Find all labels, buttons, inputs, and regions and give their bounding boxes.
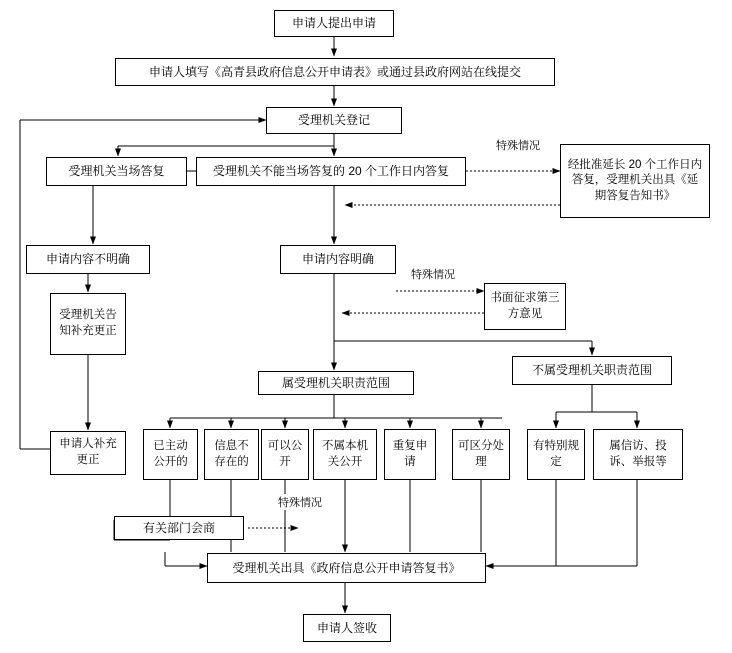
edge-label-special-case-extension: 特殊情况 bbox=[487, 137, 549, 153]
node-issue-reply-document: 受理机关出具《政府信息公开申请答复书》 bbox=[207, 553, 486, 583]
node-20-workdays-reply: 受理机关不能当场答复的 20 个工作日内答复 bbox=[196, 157, 466, 186]
edge-label-special-case-third-party: 特殊情况 bbox=[402, 266, 464, 282]
node-outside-scope: 不属受理机关职责范围 bbox=[512, 356, 672, 385]
node-already-public: 已主动公开的 bbox=[143, 429, 198, 480]
node-third-party-opinion: 书面征求第三方意见 bbox=[484, 283, 566, 330]
node-repeat-request: 重复申请 bbox=[384, 429, 436, 480]
node-notify-supplement: 受理机关告知补充更正 bbox=[50, 293, 126, 355]
node-registration: 受理机关登记 bbox=[266, 107, 402, 134]
node-other-agency: 不属本机关公开 bbox=[313, 429, 377, 480]
node-within-scope: 属受理机关职责范围 bbox=[258, 371, 414, 395]
edge-label-special-case-consult: 特殊情况 bbox=[269, 494, 331, 510]
node-applicant-signoff: 申请人签收 bbox=[303, 614, 391, 642]
node-extended-reply: 经批准延长 20 个工作日内答复，受理机关出具《延期答复告知书》 bbox=[560, 144, 710, 218]
node-can-public: 可以公开 bbox=[261, 429, 309, 480]
node-onsite-reply: 受理机关当场答复 bbox=[46, 157, 187, 186]
node-not-exist: 信息不存在的 bbox=[204, 429, 259, 480]
node-applicant-supplement: 申请人补充更正 bbox=[50, 431, 126, 475]
node-department-consult: 有关部门会商 bbox=[114, 516, 244, 540]
node-petition-complaint: 属信访、投诉、举报等 bbox=[593, 429, 683, 480]
node-applicant-submit: 申请人提出申请 bbox=[274, 10, 394, 37]
node-content-unclear: 申请内容不明确 bbox=[26, 245, 150, 274]
node-special-rules: 有特别规定 bbox=[527, 429, 585, 480]
node-fill-form: 申请人填写《高青县政府信息公开申请表》或通过县政府网站在线提交 bbox=[115, 58, 555, 86]
node-content-clear: 申请内容明确 bbox=[280, 245, 396, 274]
node-separable: 可区分处理 bbox=[452, 429, 510, 480]
